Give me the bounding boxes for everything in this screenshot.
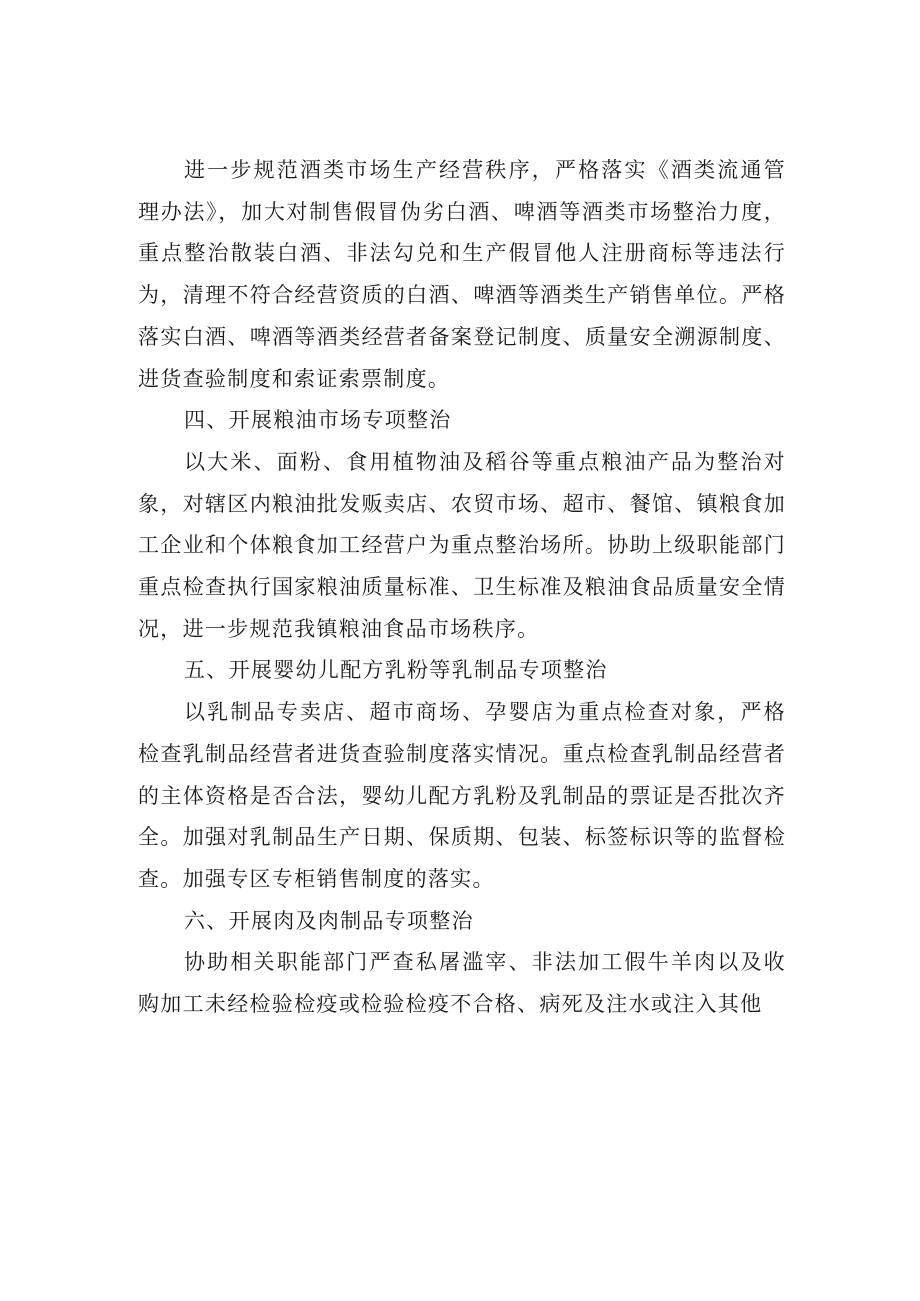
document-body — [138, 150, 786, 1026]
paragraph-liquor-market: 进一步规范酒类市场生产经营秩序，严格落实《酒类流通管理办法》，加大对制售假冒伪劣白酒、啤酒等酒类市场整治力度，重点整治散装白酒、非法勾兑和生产假冒他人注册商标等违法行为，清理不符合经营资质的白酒、啤酒等酒类生产销售单位。严格落实白酒、啤酒等酒类经营者备案登记制度、质量安全溯源制度、进货查验制度和索证索票制度。 — [138, 158, 786, 391]
section-heading-meat: 六、开展肉及肉制品专项整治 — [184, 908, 474, 933]
section-heading-grain-oil: 四、开展粮油市场专项整治 — [184, 408, 452, 433]
paragraph-grain-oil: 以大米、面粉、食用植物油及稻谷等重点粮油产品为整治对象，对辖区内粮油批发贩卖店、农贸市场、超市、餐馆、镇粮食加工企业和个体粮食加工经营户为重点整治场所。协助上级职能部门重点检查执行国家粮油质量标准、卫生标准及粮油食品质量安全情况，进一步规范我镇粮油食品市场秩序。 — [138, 449, 786, 641]
paragraph-dairy: 以乳制品专卖店、超市商场、孕婴店为重点检查对象，严格检查乳制品经营者进货查验制度落实情况。重点检查乳制品经营者的主体资格是否合法，婴幼儿配方乳粉及乳制品的票证是否批次齐全。加强对乳制品生产日期、保质期、包装、标签标识等的监督检查。加强专区专柜销售制度的落实。 — [138, 700, 786, 891]
paragraph-meat: 协助相关职能部门严查私屠滥宰、非法加工假牛羊肉以及收购加工未经检验检疫或检验检疫不合格、病死及注水或注入其他 — [138, 950, 786, 1017]
section-heading-dairy: 五、开展婴幼儿配方乳粉等乳制品专项整治 — [184, 658, 608, 683]
